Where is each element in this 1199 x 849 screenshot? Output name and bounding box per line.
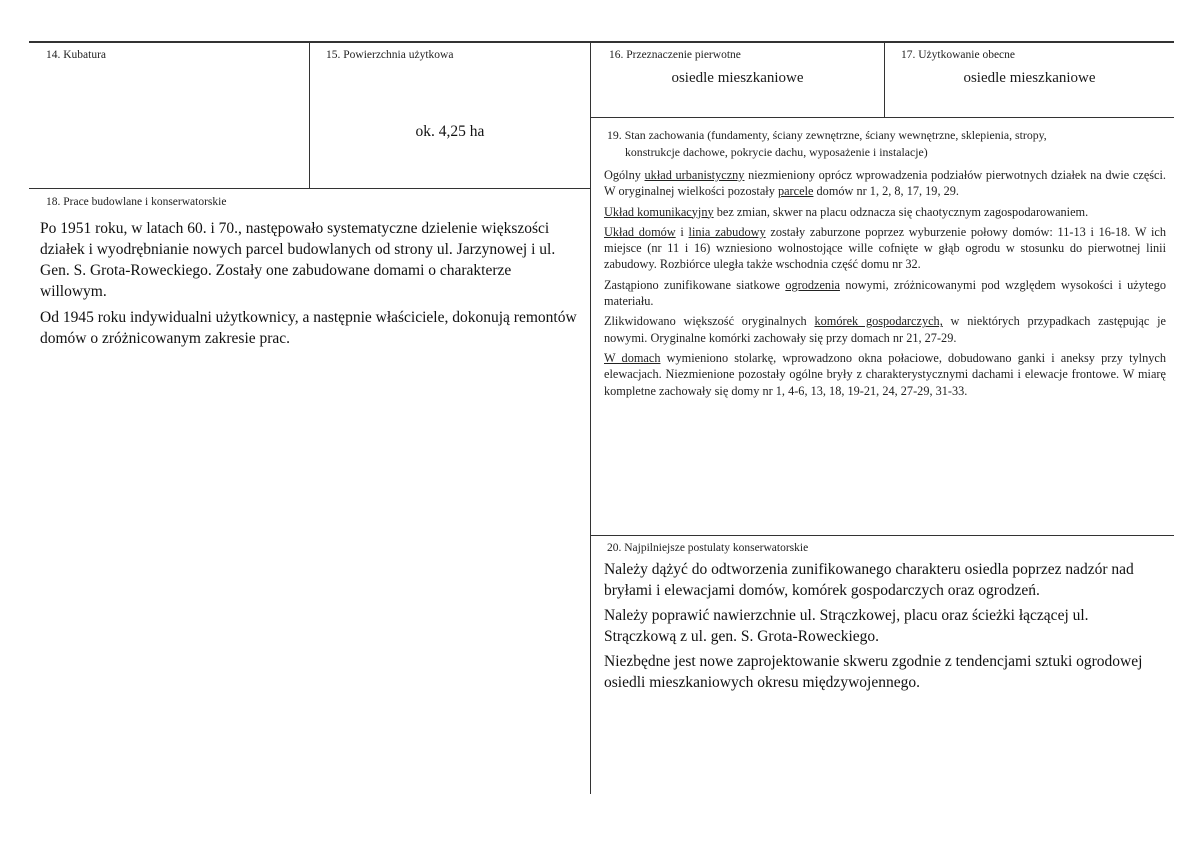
field-19-paragraph [604, 277, 1166, 310]
field-20-body [604, 559, 1164, 693]
field-17-value: osiedle mieszkaniowe [963, 70, 1096, 86]
underlined-term: parcele [777, 184, 814, 199]
field-19-body [604, 167, 1166, 399]
field-19-label-line2: konstrukcje dachowe, pokrycie dachu, wyposażenie i instalacje) [625, 145, 928, 159]
underlined-term: Układ komunikacyjny [604, 204, 714, 219]
field-16-value: osiedle mieszkaniowe [671, 70, 804, 86]
underlined-term: układ urbanistyczny [644, 168, 745, 182]
field-20-paragraph: Niezbędne jest nowe zaprojektowanie skweru zgodnie z tendencjami sztuki ogrodowej osiedli mieszkaniowych okresu międzywojennego. [604, 653, 1143, 691]
underlined-term: W domach [604, 350, 661, 365]
field-20-paragraph: Należy poprawić nawierzchnie ul. Strączkowej, placu oraz ścieżki łączącej ul. Strączkową z ul. gen. S. Grota-Roweckiego. [604, 607, 1089, 645]
text-run: i [675, 224, 689, 239]
field-18-paragraph: Od 1945 roku indywidualni użytkownicy, a następnie właściciele, dokonują remontów domów o zróżnicowanym zakresie prac. [40, 309, 577, 347]
top-rule [29, 41, 1174, 43]
text-run: bez zmian, skwer na placu odznacza się chaotycznym zagospodarowaniem. [713, 204, 1089, 219]
field-17-label: 17. Użytkowanie obecne [901, 49, 1016, 61]
field-19-paragraph [604, 350, 1166, 399]
text-run: wymieniono stolarkę, wprowadzono okna połaciowe, dobudowano ganki i aneksy przy tylnych elewacjach. Niezmienione pozostały ogólne bryły z charakterystycznymi dachami i elewacje frontowe. W miarę kompletne zachowały się domy nr 1, 4-6, 13, 18, 19-21, 24, 27-29, 31-33. [604, 350, 1166, 398]
text-run: nowymi, zróżnicowanymi pod względem wysokości i użytego materiału. [604, 277, 1166, 309]
main-vertical-divider [590, 42, 591, 794]
field-18-paragraph: Po 1951 roku, w latach 60. i 70., następowało systematyczne dzielenie większości działek i wyodrębnianie nowych parcel budowlanych od strony ul. Jarzynowej i ul. Gen. S. Grota-Roweckiego. Zostały one zabudowane domami o charakterze willowym. [40, 220, 556, 300]
text-run: Ogólny [604, 168, 645, 182]
underlined-term: komórek gospodarczych, [814, 314, 943, 329]
text-run: w niektórych przypadkach zastępując je nowymi. Oryginalne komórki zachowały się przy domach nr 21, 27-29. [604, 314, 1166, 345]
text-run: Zlikwidowano większość oryginalnych [604, 314, 815, 329]
rule-under-14-15 [29, 188, 591, 189]
field-19-paragraph [604, 167, 1166, 200]
field-20-label: 20. Najpilniejsze postulaty konserwatorskie [607, 542, 809, 554]
field-16-label: 16. Przeznaczenie pierwotne [609, 49, 741, 61]
text-run: domów nr 1, 2, 8, 17, 19, 29. [813, 184, 959, 199]
text-run: Zastąpiono zunifikowane siatkowe [604, 277, 786, 292]
field-15-label: 15. Powierzchnia użytkowa [326, 49, 454, 61]
divider-14-15 [309, 42, 310, 189]
field-14-label: 14. Kubatura [46, 49, 107, 61]
field-19-label-line1: 19. Stan zachowania (fundamenty, ściany zewnętrzne, ściany wewnętrzne, sklepienia, stropy, [607, 128, 1047, 142]
field-19-paragraph [604, 204, 1166, 220]
underlined-term: Układ domów [604, 224, 676, 239]
rule-under-19 [591, 535, 1174, 536]
field-20-paragraph: Należy dążyć do odtworzenia zunifikowanego charakteru osiedla poprzez nadzór nad bryłami i elewacjami domów, komórek gospodarczych oraz ogrodzeń. [604, 561, 1134, 599]
field-18-body [40, 218, 578, 349]
field-15-value: ok. 4,25 ha [415, 123, 485, 140]
underlined-term: linia zabudowy [688, 224, 766, 239]
field-19-paragraph [604, 313, 1166, 346]
field-19-paragraph [604, 224, 1166, 273]
rule-under-16-17 [591, 117, 1174, 118]
text-run: zostały zaburzone poprzez wyburzenie połowy domów: 11-13 i 16-18. W ich miejsce (nr 11 i 16) wzniesiono wolnostojące wille cofnięte w głąb ogrodu w stosunku do pierwotnej linii zabudowy. Rozbiórce uległa także wschodnia część domu nr 32. [604, 224, 1166, 272]
underlined-term: ogrodzenia [785, 277, 840, 292]
field-18-label: 18. Prace budowlane i konserwatorskie [46, 196, 227, 208]
text-run: niezmieniony oprócz wprowadzenia podziałów pierwotnych działek na dwie części. W oryginalnej wielkości pozostały [604, 168, 1167, 199]
